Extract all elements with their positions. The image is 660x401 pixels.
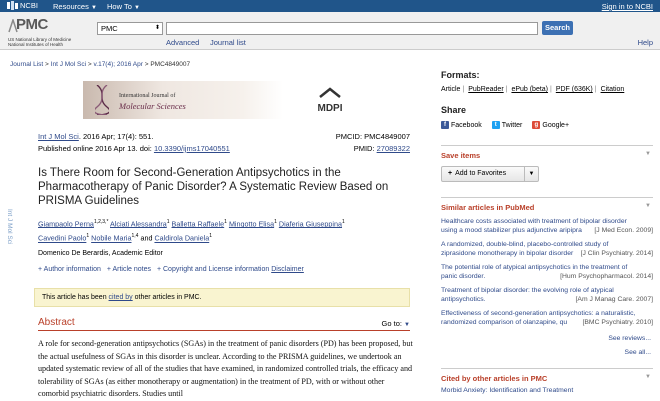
- cited-by-panel: [441, 368, 653, 394]
- search-button[interactable]: Search: [542, 21, 573, 35]
- search-input[interactable]: [166, 22, 538, 35]
- collapse-triangle-icon: ▼: [645, 151, 651, 157]
- twitter-label: Twitter: [501, 121, 523, 129]
- save-items-title: Save items: [441, 151, 481, 160]
- similar-articles-panel: [441, 197, 653, 327]
- similar-articles-title: Similar articles in PubMed: [441, 203, 535, 212]
- pmid-label: PMID:: [353, 144, 375, 153]
- formats-list: Article | PubReader | ePub (beta) | PDF (636K) | Citation: [441, 86, 625, 93]
- format-article: Article: [441, 86, 461, 93]
- database-select-value: PMC: [101, 24, 118, 33]
- published-online: Published online 2016 Apr 13. doi:: [38, 144, 152, 153]
- plus-icon: +: [106, 266, 111, 273]
- author-link[interactable]: Diaferia Giuseppina: [278, 219, 343, 229]
- formats-heading: Formats:: [441, 70, 480, 80]
- journal-abbrev-link[interactable]: Int J Mol Sci: [38, 132, 79, 141]
- author-information-link[interactable]: Author information: [43, 266, 101, 273]
- facebook-icon: f: [441, 121, 449, 129]
- collapse-triangle-icon: ▼: [645, 203, 651, 209]
- similar-article-item[interactable]: [441, 264, 653, 281]
- similar-article-source: [Hum Psychopharmacol. 2014]: [560, 272, 653, 280]
- cited-by-item[interactable]: Morbid Anxiety: Identification and Treatment: [441, 387, 574, 394]
- breadcrumb-journal[interactable]: Int J Mol Sci: [50, 61, 87, 68]
- format-epub[interactable]: ePub (beta): [511, 86, 549, 93]
- plus-icon: +: [448, 170, 453, 177]
- cited-by-heading[interactable]: [441, 369, 653, 383]
- goto-label: Go to:: [381, 319, 402, 328]
- nlm-text: US National Library of Medicine: [8, 37, 72, 42]
- affiliation-sup: 1: [342, 219, 345, 225]
- abstract-heading: [38, 317, 410, 331]
- doi-link[interactable]: 10.3390/ijms17040551: [153, 144, 230, 153]
- share-facebook[interactable]: [441, 121, 482, 129]
- share-heading: Share: [441, 105, 467, 115]
- affiliation-sup: 1: [86, 233, 90, 240]
- journal-list-link[interactable]: Journal list: [210, 38, 246, 47]
- goto-menu[interactable]: [382, 319, 410, 328]
- select-arrows-icon: ⬍: [154, 25, 160, 31]
- similar-article-title-cont: using a mood stabilizer plus adjunctive aripipra: [441, 226, 582, 234]
- cited-by-title: Cited by other articles in PMC: [441, 374, 548, 383]
- breadcrumb-issue[interactable]: v.17(4); 2016 Apr: [93, 61, 143, 68]
- similar-article-source: [J Clin Psychiatry. 2014]: [580, 249, 653, 257]
- share-googleplus[interactable]: [532, 121, 569, 129]
- breadcrumb: Journal List > Int J Mol Sci > v.17(4); 2016 Apr > PMC4849007: [10, 61, 191, 68]
- academic-editor: Domenico De Berardis, Academic Editor: [38, 250, 163, 257]
- similar-article-title: Treatment of bipolar disorder: the evolving role of atypical: [441, 287, 614, 294]
- mdpi-logo-text: MDPI: [317, 103, 343, 114]
- article-title: Is There Room for Second-Generation Antipsychotics in the Pharmacotherapy of Panic Disorder? A Systematic Review Based on PRISMA Guidelines: [38, 167, 389, 207]
- article-info-links: [38, 266, 304, 273]
- ncbi-top-bar: [0, 0, 660, 12]
- similar-articles-heading[interactable]: [441, 198, 653, 212]
- twitter-icon: t: [492, 121, 500, 129]
- see-all-link[interactable]: See all...: [624, 349, 651, 356]
- banner-journal-line1: International Journal of: [119, 93, 176, 99]
- author-link[interactable]: Balletta Raffaele: [171, 219, 225, 229]
- format-pdf[interactable]: PDF (636K): [555, 86, 593, 93]
- cited-by-notice: [34, 288, 410, 307]
- chevron-down-icon: ▼: [133, 5, 140, 11]
- banner-journal-line2: Molecular Sciences: [119, 101, 186, 111]
- nih-text: National Institutes of Health: [8, 42, 64, 47]
- pmc-header: [0, 12, 660, 50]
- similar-article-title: Healthcare costs associated with treatment of bipolar disorder: [441, 218, 627, 225]
- author-link[interactable]: Alciati Alessandra: [110, 219, 167, 229]
- affiliation-sup: 1: [209, 233, 212, 240]
- howto-label: How To: [107, 2, 132, 11]
- abstract-text: A role for second-generation antipsychotics (SGAs) in the treatment of panic disorders (PD) has been proposed, but the actual usefulness of SGAs in this disorder is unclear. According to the PRISMA guidelines, we undertook an updated systematic review of all of the studies that have examined, in randomized controlled trials, the efficacy and tolerability of SGAs (as either monotherapy or augmentation) in the treatment of PD, with or without other comorbid psychiatric disorders. Studies until: [38, 339, 413, 398]
- collapse-triangle-icon: ▼: [645, 374, 651, 380]
- chevron-down-icon: ▼: [404, 322, 410, 328]
- similar-article-item[interactable]: [441, 287, 653, 304]
- ncbi-label: NCBI: [20, 1, 38, 10]
- breadcrumb-journal-list[interactable]: Journal List: [10, 61, 44, 68]
- format-pubreader[interactable]: PubReader: [468, 86, 504, 93]
- citation-ids: [310, 131, 410, 155]
- dna-icon: [95, 85, 109, 115]
- mdpi-logo: [310, 85, 350, 117]
- similar-article-item[interactable]: [441, 218, 653, 235]
- article-notes-link[interactable]: Article notes: [112, 266, 151, 273]
- resources-menu[interactable]: [53, 2, 97, 11]
- author-link[interactable]: Mingotto Elisa: [228, 219, 275, 229]
- vertical-journal-tag: Int J Mol Sci: [6, 209, 13, 245]
- author-link[interactable]: Cavedini Paolo: [38, 233, 87, 243]
- add-to-favorites-button[interactable]: [441, 166, 539, 182]
- similar-article-title: The potential role of atypical antipsychotics in the treatment of: [441, 264, 628, 271]
- similar-article-title-cont: randomized comparison of olanzapine, qu: [441, 318, 568, 326]
- similar-article-title-cont: antipsychotics.: [441, 295, 486, 303]
- chevron-down-icon: ▼: [90, 5, 97, 11]
- chevron-down-icon[interactable]: ▼: [524, 167, 538, 181]
- affiliation-sup: 1: [274, 219, 277, 225]
- pmc-logo-text: PMC: [16, 16, 48, 33]
- add-to-favorites-label: Add to Favorites: [455, 170, 507, 177]
- google-plus-icon: g: [532, 121, 540, 129]
- see-reviews-link[interactable]: See reviews...: [608, 335, 651, 342]
- notice-text: other articles in PMC.: [132, 294, 202, 301]
- ncbi-home-link[interactable]: [7, 1, 38, 10]
- pmcid: PMCID: PMC4849007: [335, 132, 410, 141]
- authors-and: and: [140, 233, 153, 243]
- save-items-heading[interactable]: [441, 146, 653, 160]
- disclaimer-link[interactable]: Disclaimer: [271, 266, 304, 273]
- pmc-logo[interactable]: [8, 16, 72, 47]
- author-link[interactable]: Caldirola Daniela: [154, 233, 210, 243]
- author-list: [38, 216, 418, 245]
- similar-article-title: A randomized, double-blind, placebo-controlled study of: [441, 241, 609, 248]
- breadcrumb-article-id: PMC4849007: [150, 61, 191, 68]
- facebook-label: Facebook: [451, 121, 482, 129]
- ncbi-logo-icon: [7, 1, 18, 10]
- notice-text: This article has been: [42, 294, 109, 301]
- similar-article-source: [BMC Psychiatry. 2010]: [582, 318, 653, 326]
- howto-menu[interactable]: [107, 2, 140, 11]
- affiliation-sup: 1: [166, 219, 170, 225]
- save-items-panel: [441, 145, 653, 191]
- sign-in-link[interactable]: Sign in to NCBI: [601, 2, 653, 11]
- affiliation-sup: 1,2,3,*: [93, 219, 109, 225]
- format-citation[interactable]: Citation: [600, 86, 625, 93]
- author-link[interactable]: Giampaolo Perna: [38, 219, 94, 229]
- author-link[interactable]: Nobile Maria: [91, 233, 132, 243]
- affiliation-sup: 1: [224, 219, 227, 225]
- abstract-title: Abstract: [38, 317, 75, 328]
- cited-by-link[interactable]: cited by: [108, 294, 133, 301]
- pmid-link[interactable]: 27089322: [376, 144, 410, 153]
- affiliation-sup: 1,4: [131, 233, 139, 240]
- citation-volume: . 2016 Apr; 17(4): 551.: [78, 132, 154, 141]
- citation-info: [38, 131, 230, 155]
- similar-article-item[interactable]: [441, 310, 653, 327]
- share-links: [441, 121, 569, 129]
- similar-article-title: Effectiveness of second-generation antipsychotics: a naturalistic,: [441, 310, 636, 317]
- help-link[interactable]: Help: [637, 38, 653, 47]
- similar-article-item[interactable]: [441, 241, 653, 258]
- google-plus-label: Google+: [542, 121, 570, 129]
- advanced-search-link[interactable]: Advanced: [166, 38, 200, 47]
- banner-background: [83, 81, 283, 119]
- similar-article-source: [Am J Manag Care. 2007]: [575, 295, 653, 303]
- similar-article-title-cont: ziprasidone monotherapy in bipolar disorder: [441, 249, 574, 257]
- copyright-link[interactable]: Copyright and License information: [163, 266, 270, 273]
- similar-article-title-cont: panic disorder.: [441, 272, 486, 280]
- similar-article-source: [J Med Econ. 2009]: [594, 226, 653, 234]
- journal-banner[interactable]: [83, 81, 360, 119]
- plus-icon: +: [156, 266, 162, 273]
- share-twitter[interactable]: [492, 121, 523, 129]
- resources-label: Resources: [53, 2, 89, 11]
- plus-icon: +: [38, 266, 43, 273]
- database-select[interactable]: [97, 22, 163, 35]
